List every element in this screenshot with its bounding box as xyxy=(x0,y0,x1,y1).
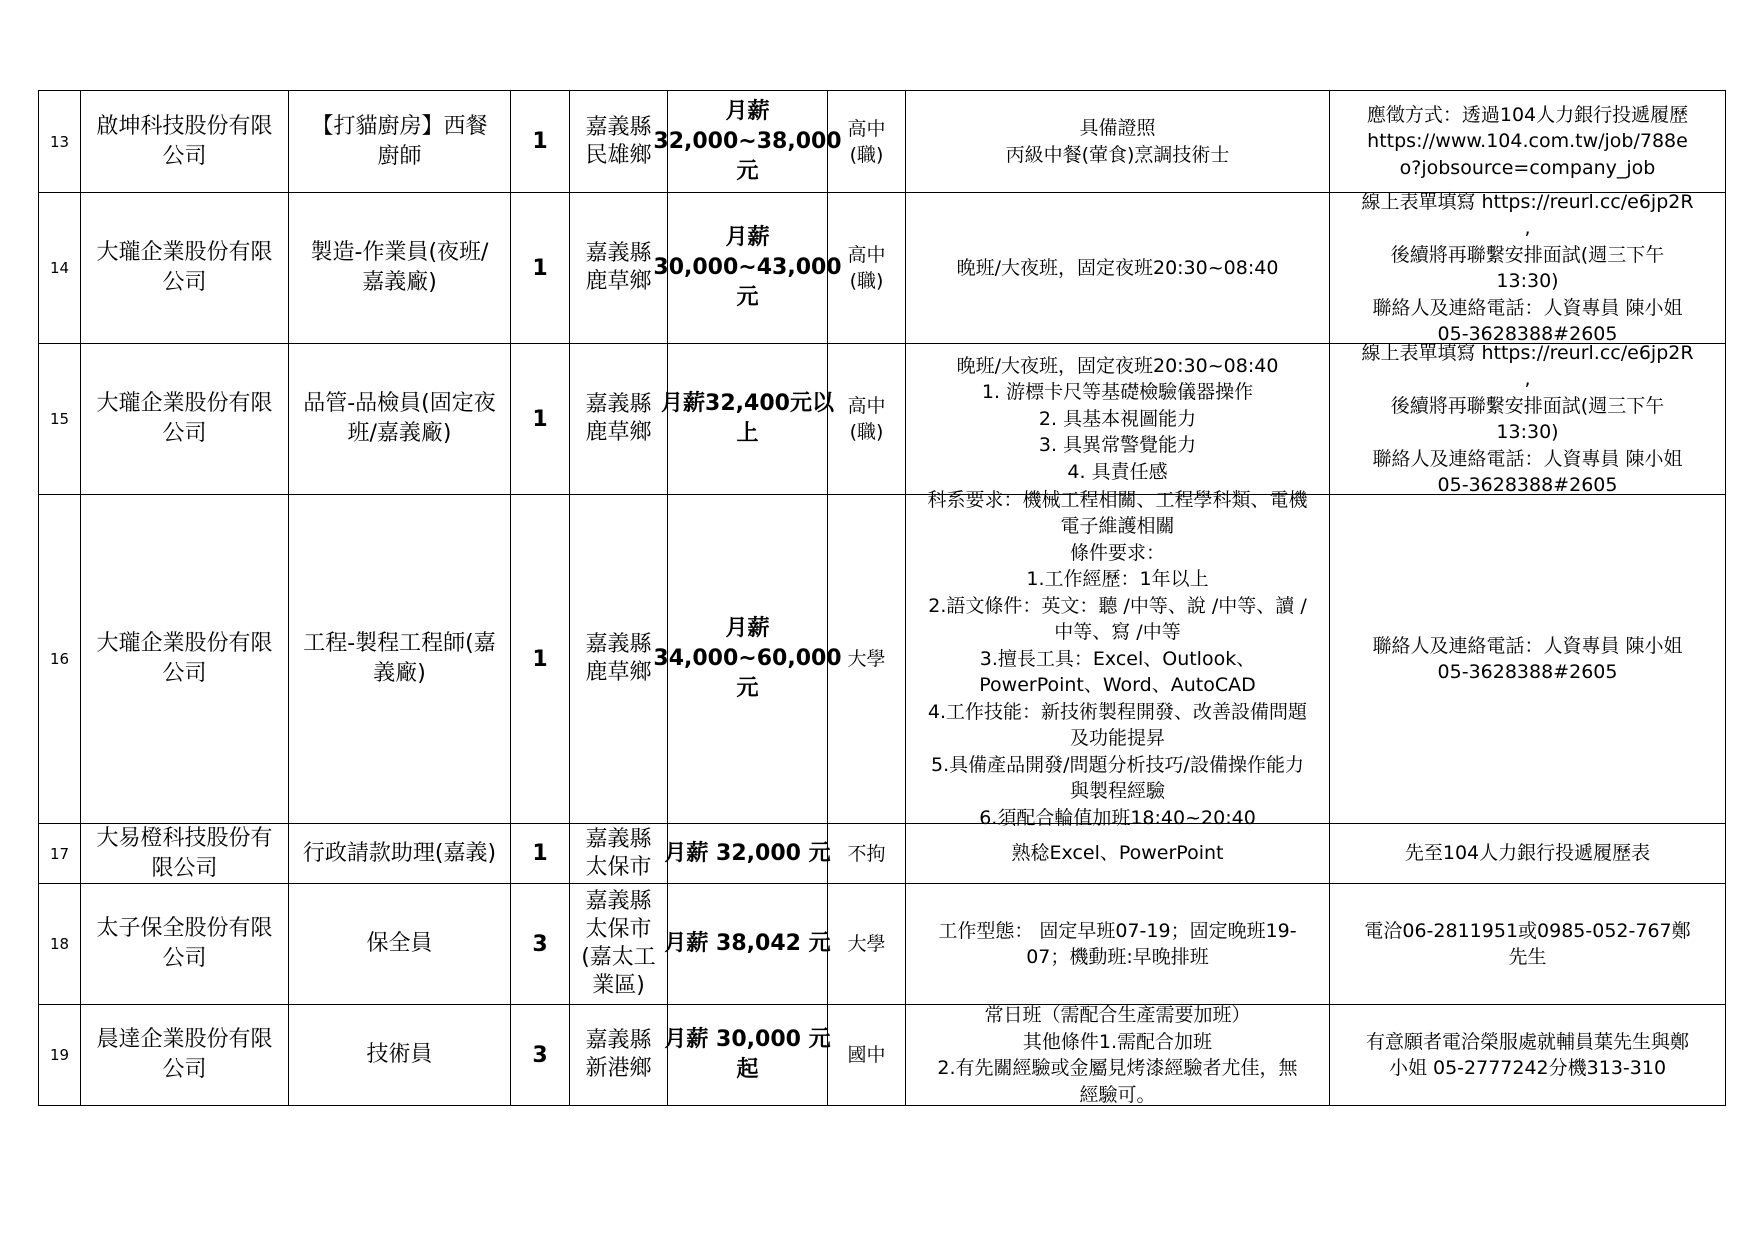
education-requirement-cell xyxy=(828,1005,906,1106)
work-location-cell xyxy=(570,1005,668,1106)
table-row xyxy=(39,884,1726,1005)
job-requirements-line: 其他條件1.需配合加班 xyxy=(1022,1030,1213,1053)
work-location-line: 太保市 xyxy=(585,917,652,942)
openings-count-cell xyxy=(511,824,570,884)
job-requirements-cell xyxy=(906,488,1330,829)
salary-line: 月薪 xyxy=(725,225,770,250)
salary-line: 上 xyxy=(736,421,759,446)
row-number: 15 xyxy=(49,410,70,428)
work-location-cell xyxy=(570,344,668,495)
salary-cell xyxy=(661,344,834,495)
work-location-line: 嘉義縣 xyxy=(585,114,652,140)
job-title-line: 班/嘉義廠) xyxy=(347,421,452,446)
row-number-cell xyxy=(39,824,81,884)
application-method-line: 線上表單填寫 https://reurl.cc/e6jp2R xyxy=(1361,341,1694,364)
education-requirement-cell xyxy=(828,824,906,884)
salary-line: 月薪 xyxy=(725,98,770,124)
job-title-cell xyxy=(289,91,511,193)
job-requirements-line: 晚班/大夜班，固定夜班20:30~08:40 xyxy=(956,256,1279,279)
company-name-cell xyxy=(81,884,289,1005)
application-method-line: https://www.104.com.tw/job/788e xyxy=(1367,130,1688,153)
application-method-line: 聯絡人及連絡電話：人資專員 陳小姐 xyxy=(1372,634,1683,657)
row-number-cell xyxy=(39,884,81,1005)
education-requirement-line: 國中 xyxy=(847,1044,886,1066)
application-method-line: 小姐 05-2777242分機313-310 xyxy=(1388,1057,1667,1079)
application-method-line: 05-3628388#2605 xyxy=(1437,661,1618,683)
openings-count: 3 xyxy=(532,1042,548,1068)
company-name-line: 啟坤科技股份有限 xyxy=(96,113,273,139)
row-number: 16 xyxy=(49,650,70,668)
job-title-cell xyxy=(289,884,511,1005)
application-method-line: 13:30) xyxy=(1496,270,1559,292)
work-location-line: 太保市 xyxy=(585,854,652,880)
application-method-line: 應徵方式：透過104人力銀行投遞履歷 xyxy=(1366,103,1689,126)
job-requirements-line: 1.工作經歷：1年以上 xyxy=(1026,568,1209,591)
application-method-line: 先至104人力銀行投遞履歷表 xyxy=(1404,842,1651,865)
job-requirements-line: 2. 具基本視圖能力 xyxy=(1038,407,1197,430)
company-name-line: 大瓏企業股份有限 xyxy=(96,240,273,265)
company-name-line: 大瓏企業股份有限 xyxy=(96,391,273,416)
application-method-cell xyxy=(1330,1005,1726,1106)
openings-count-cell xyxy=(511,91,570,193)
job-requirements-line: 4. 具責任感 xyxy=(1067,460,1168,483)
openings-count: 1 xyxy=(532,255,548,281)
salary-line: 月薪 xyxy=(725,616,770,641)
job-title-cell xyxy=(289,495,511,824)
education-requirement-line: 高中 xyxy=(847,395,886,417)
work-location-line: 新港鄉 xyxy=(585,1056,652,1081)
work-location-line: 嘉義縣 xyxy=(585,1028,652,1053)
job-requirements-line: 電子維護相關 xyxy=(1060,515,1175,538)
job-title-line: 技術員 xyxy=(366,1042,433,1067)
company-name-line: 限公司 xyxy=(151,855,218,881)
job-requirements-line: 5.具備產品開發/問題分析技巧/設備操作能力 xyxy=(931,753,1304,776)
job-requirements-line: 3. 具異常警覺能力 xyxy=(1038,434,1197,457)
job-requirements-line: 工作型態： 固定早班07-19；固定晚班19- xyxy=(938,919,1297,942)
row-number: 18 xyxy=(49,935,70,953)
application-method-cell xyxy=(1330,190,1726,345)
application-method-cell xyxy=(1330,824,1726,884)
job-title-line: 廚師 xyxy=(377,143,422,169)
salary-cell xyxy=(664,1005,831,1106)
job-requirements-line: 晚班/大夜班，固定夜班20:30~08:40 xyxy=(956,354,1279,377)
salary-line: 起 xyxy=(736,1057,759,1082)
job-requirements-line: 中等、寫 /中等 xyxy=(1054,621,1181,644)
work-location-line: (嘉太工 xyxy=(581,945,656,970)
row-number: 19 xyxy=(49,1046,70,1064)
table-row xyxy=(39,495,1726,824)
education-requirement-line: 高中 xyxy=(847,244,886,266)
job-requirements-line: 科系要求：機械工程相關、工程學科類、電機 xyxy=(927,488,1308,511)
education-requirement-line: (職) xyxy=(849,421,884,443)
job-title-line: 品管-品檢員(固定夜 xyxy=(303,391,496,416)
openings-count-cell xyxy=(511,1005,570,1106)
company-name-line: 晨達企業股份有限 xyxy=(96,1027,273,1052)
job-title-line: 【打貓廚房】西餐 xyxy=(311,113,488,139)
row-number-cell xyxy=(39,344,81,495)
row-number-cell xyxy=(39,193,81,344)
company-name-line: 公司 xyxy=(162,946,207,971)
work-location-cell xyxy=(570,824,668,884)
company-name-cell xyxy=(81,824,289,884)
salary-cell xyxy=(653,495,842,824)
salary-line: 32,000~38,000 xyxy=(653,128,842,154)
salary-cell xyxy=(653,91,842,193)
education-requirement-line: 高中 xyxy=(847,117,886,140)
job-requirements-line: 與製程經驗 xyxy=(1069,780,1165,803)
job-requirements-cell xyxy=(906,193,1330,344)
openings-count-cell xyxy=(511,193,570,344)
job-requirements-line: 經驗可。 xyxy=(1079,1083,1156,1106)
job-listing-table xyxy=(38,90,1726,1106)
job-requirements-line: 2.有先關經驗或金屬見烤漆經驗者尤佳，無 xyxy=(937,1057,1298,1079)
salary-line: 元 xyxy=(736,158,759,184)
application-method-line: o?jobsource=company_job xyxy=(1399,156,1656,179)
company-name-cell xyxy=(81,91,289,193)
openings-count: 3 xyxy=(532,931,548,957)
application-method-line: 後續將再聯繫安排面試(週三下午 xyxy=(1390,243,1665,266)
row-number-cell xyxy=(39,1005,81,1106)
job-requirements-line: 2.語文條件：英文：聽 /中等、說 /中等、讀 / xyxy=(928,594,1307,617)
job-requirements-line: 條件要求： xyxy=(1069,541,1165,564)
application-method-line: 05-3628388#2605 xyxy=(1437,474,1618,496)
work-location-line: 嘉義縣 xyxy=(585,632,652,657)
work-location-line: 業區) xyxy=(592,973,645,998)
job-title-line: 保全員 xyxy=(366,931,433,956)
job-title-cell xyxy=(289,824,511,884)
education-requirement-line: 大學 xyxy=(847,933,886,955)
company-name-line: 公司 xyxy=(162,270,207,295)
openings-count-cell xyxy=(511,495,570,824)
openings-count: 1 xyxy=(532,129,548,154)
application-method-cell xyxy=(1330,884,1726,1005)
company-name-line: 公司 xyxy=(162,1057,207,1082)
job-requirements-cell xyxy=(906,884,1330,1005)
company-name-cell xyxy=(81,495,289,824)
job-requirements-line: 6.須配合輪值加班18:40~20:40 xyxy=(979,806,1256,829)
job-requirements-line: 熟稔Excel、PowerPoint xyxy=(1011,842,1224,865)
education-requirement-line: (職) xyxy=(849,270,884,292)
company-name-line: 大易橙科技股份有 xyxy=(96,825,273,851)
job-requirements-line: 常日班（需配合生產需要加班） xyxy=(984,1004,1251,1026)
job-title-cell xyxy=(289,1005,511,1106)
education-requirement-line: (職) xyxy=(849,143,884,166)
work-location-line: 鹿草鄉 xyxy=(585,269,652,294)
job-requirements-line: 4.工作技能：新技術製程開發、改善設備問題 xyxy=(927,700,1308,723)
job-requirements-line: PowerPoint、Word、AutoCAD xyxy=(979,674,1256,697)
application-method-line: 先生 xyxy=(1508,946,1547,968)
work-location-line: 鹿草鄉 xyxy=(585,660,652,685)
application-method-cell xyxy=(1330,91,1726,193)
job-requirements-line: 及功能提昇 xyxy=(1069,727,1165,750)
application-method-line: 電洽06-2811951或0985-052-767鄭 xyxy=(1364,919,1691,942)
company-name-cell xyxy=(81,1005,289,1106)
application-method-line: 05-3628388#2605 xyxy=(1437,323,1618,345)
openings-count-cell xyxy=(511,884,570,1005)
application-method-line: 線上表單填寫 https://reurl.cc/e6jp2R xyxy=(1361,190,1694,213)
work-location-line: 嘉義縣 xyxy=(585,392,652,417)
job-title-line: 嘉義廠) xyxy=(362,270,437,295)
row-number-cell xyxy=(39,495,81,824)
education-requirement-line: 不拘 xyxy=(847,842,886,865)
job-title-line: 行政請款助理(嘉義) xyxy=(302,840,497,866)
table-row xyxy=(39,824,1726,884)
table-row xyxy=(39,1005,1726,1106)
company-name-cell xyxy=(81,344,289,495)
work-location-line: 嘉義縣 xyxy=(585,826,652,852)
job-title-cell xyxy=(289,193,511,344)
job-requirements-cell xyxy=(906,1005,1330,1106)
salary-line: 月薪32,400元以 xyxy=(661,391,834,416)
work-location-line: 嘉義縣 xyxy=(585,241,652,266)
row-number: 17 xyxy=(49,844,70,863)
job-title-line: 製造-作業員(夜班/ xyxy=(310,240,489,265)
application-method-line: 13:30) xyxy=(1496,421,1559,443)
application-method-line: 聯絡人及連絡電話：人資專員 陳小姐 xyxy=(1372,447,1683,470)
education-requirement-cell xyxy=(828,884,906,1005)
table-row xyxy=(39,193,1726,344)
job-requirements-line: 丙級中餐(葷食)烹調技術士 xyxy=(1005,143,1230,166)
job-requirements-cell xyxy=(906,824,1330,884)
application-method-cell xyxy=(1330,341,1726,496)
table-row xyxy=(39,91,1726,193)
education-requirement-cell xyxy=(828,344,906,495)
work-location-line: 嘉義縣 xyxy=(585,889,652,914)
row-number: 13 xyxy=(49,132,70,151)
salary-line: 30,000~43,000 xyxy=(653,255,842,280)
company-name-line: 太子保全股份有限 xyxy=(96,916,273,941)
openings-count: 1 xyxy=(532,646,548,672)
job-requirements-line: 1. 游標卡尺等基礎檢驗儀器操作 xyxy=(981,381,1254,404)
application-method-cell xyxy=(1330,495,1726,824)
education-requirement-line: 大學 xyxy=(847,648,886,670)
job-requirements-cell xyxy=(906,344,1330,495)
salary-line: 月薪 32,000 元 xyxy=(664,840,831,866)
salary-cell xyxy=(664,824,831,884)
job-title-cell xyxy=(289,344,511,495)
salary-line: 元 xyxy=(736,676,759,701)
salary-cell xyxy=(664,884,831,1005)
job-requirements-line: 3.擅長工具：Excel、Outlook、 xyxy=(979,647,1256,670)
job-requirements-cell xyxy=(906,91,1330,193)
salary-line: 月薪 38,042 元 xyxy=(664,931,831,956)
salary-line: 月薪 30,000 元 xyxy=(664,1027,831,1052)
job-title-line: 工程-製程工程師(嘉 xyxy=(303,631,496,656)
company-name-line: 公司 xyxy=(162,421,207,446)
openings-count-cell xyxy=(511,344,570,495)
job-title-line: 義廠) xyxy=(373,661,426,686)
company-name-line: 公司 xyxy=(162,661,207,686)
openings-count: 1 xyxy=(532,841,548,866)
row-number-cell xyxy=(39,91,81,193)
salary-line: 34,000~60,000 xyxy=(653,646,842,671)
row-number: 14 xyxy=(49,259,70,277)
work-location-line: 民雄鄉 xyxy=(585,142,652,168)
company-name-cell xyxy=(81,193,289,344)
openings-count: 1 xyxy=(532,406,548,432)
application-method-line: 後續將再聯繫安排面試(週三下午 xyxy=(1390,394,1665,417)
company-name-line: 大瓏企業股份有限 xyxy=(96,631,273,656)
company-name-line: 公司 xyxy=(162,143,207,169)
salary-cell xyxy=(653,193,842,344)
application-method-line: , xyxy=(1524,217,1531,239)
table-row xyxy=(39,344,1726,495)
application-method-line: , xyxy=(1524,368,1531,390)
application-method-line: 有意願者電洽榮服處就輔員葉先生與鄭 xyxy=(1365,1030,1689,1053)
application-method-line: 聯絡人及連絡電話：人資專員 陳小姐 xyxy=(1372,296,1683,319)
salary-line: 元 xyxy=(736,285,759,310)
work-location-cell xyxy=(570,884,668,1005)
job-requirements-line: 具備證照 xyxy=(1079,117,1156,139)
job-requirements-line: 07；機動班:早晚排班 xyxy=(1026,946,1209,968)
work-location-line: 鹿草鄉 xyxy=(585,420,652,445)
